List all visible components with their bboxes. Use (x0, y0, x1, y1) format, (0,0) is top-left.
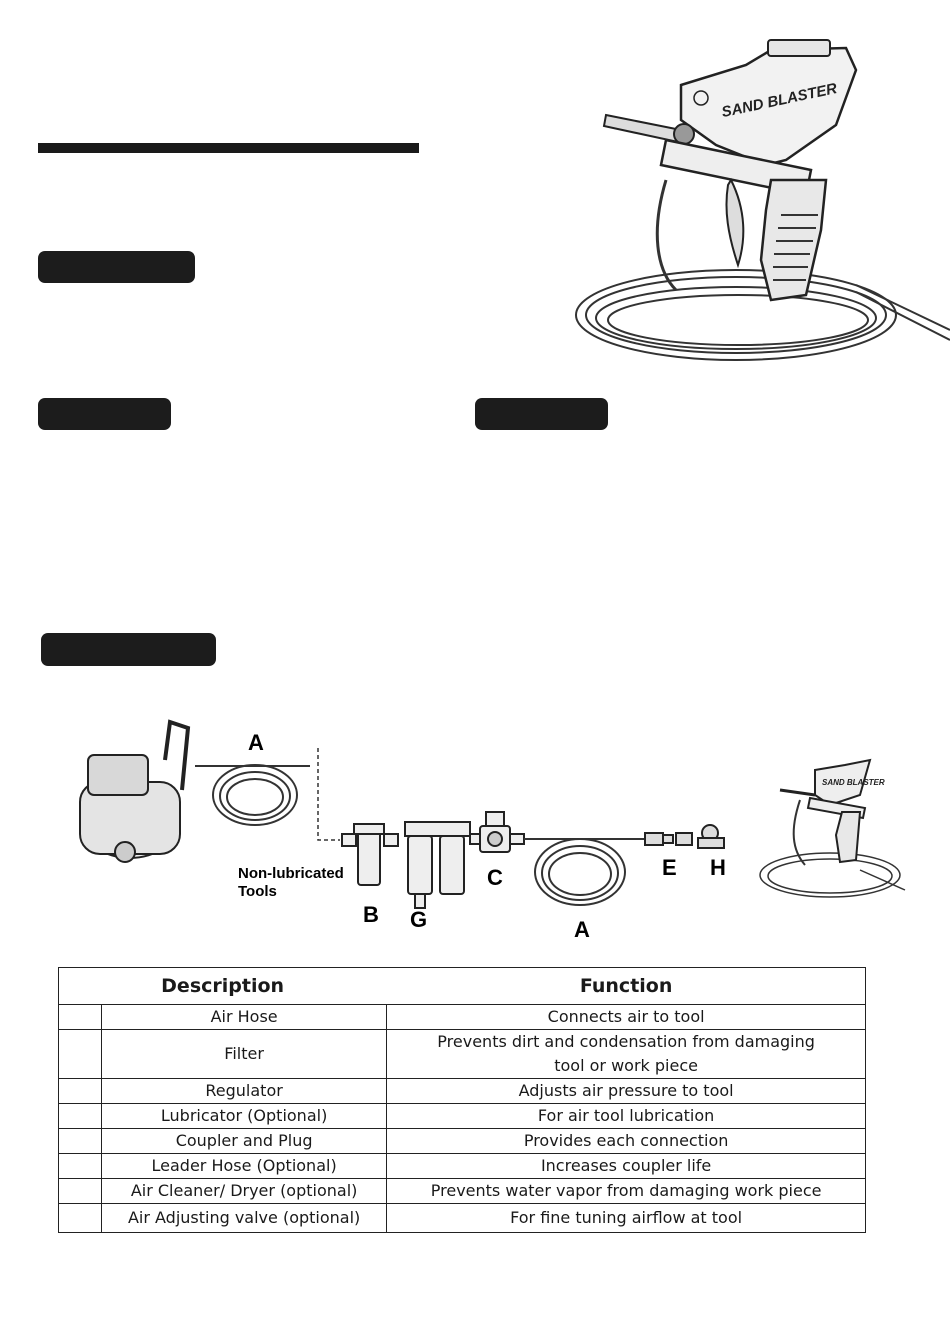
row-description: Air Adjusting valve (optional) (102, 1204, 387, 1233)
hose-coil-bottom (524, 839, 645, 905)
table-row (59, 1129, 866, 1154)
row-function: For fine tuning airflow at tool (387, 1204, 866, 1233)
table-row (59, 1204, 866, 1233)
row-key-cell (59, 1154, 102, 1179)
label-regulator: C (487, 865, 503, 890)
compressor-illustration (80, 722, 188, 862)
row-key-cell (59, 1204, 102, 1233)
row-key-cell (59, 1079, 102, 1104)
row-function: For air tool lubrication (387, 1104, 866, 1129)
filter-regulator-lubricator-illustration (405, 822, 470, 908)
hose-coil-top (195, 765, 310, 825)
label-filter: B (363, 902, 379, 927)
small-sand-blaster-illustration (760, 760, 905, 897)
air-system-diagram (70, 700, 910, 950)
row-function (387, 1030, 866, 1079)
table-row (59, 1104, 866, 1129)
label-coupler: E (662, 855, 677, 880)
row-description: Leader Hose (Optional) (102, 1154, 387, 1179)
row-function: Connects air to tool (387, 1005, 866, 1030)
row-description: Lubricator (Optional) (102, 1104, 387, 1129)
row-function: Adjusts air pressure to tool (387, 1079, 866, 1104)
coupler-illustration (645, 833, 692, 845)
label-hose-top: A (248, 730, 264, 755)
non-lubricated-note-line1: Non-lubricated (238, 865, 344, 882)
regulator-illustration (470, 812, 524, 852)
row-key-cell (59, 1104, 102, 1129)
sand-blaster-gun-illustration (556, 30, 950, 375)
table-header-row (59, 968, 866, 1005)
row-function: Provides each connection (387, 1129, 866, 1154)
row-function-line2: tool or work piece (554, 1056, 698, 1075)
row-description: Air Cleaner/ Dryer (optional) (102, 1179, 387, 1204)
header-function: Function (387, 968, 866, 1005)
row-function-line1: Prevents dirt and condensation from damaging (437, 1032, 815, 1051)
row-description: Regulator (102, 1079, 387, 1104)
section-heading-pill-4 (41, 633, 216, 666)
table-row (59, 1179, 866, 1204)
filter-illustration (342, 824, 398, 885)
row-key-cell (59, 1179, 102, 1204)
small-hopper-logo: SAND BLASTER (822, 778, 885, 787)
adjusting-valve-illustration (698, 825, 724, 848)
row-description: Air Hose (102, 1005, 387, 1030)
section-heading-pill-1 (38, 251, 195, 283)
section-heading-pill-2 (38, 398, 171, 430)
hopper-logo: SAND BLASTER (720, 80, 839, 122)
header-description: Description (59, 968, 387, 1005)
non-lubricated-note-line2: Tools (238, 883, 277, 900)
row-function: Prevents water vapor from damaging work piece (387, 1179, 866, 1204)
label-valve: H (710, 855, 726, 880)
section-heading-pill-3 (475, 398, 608, 430)
parts-function-table (58, 967, 866, 1233)
label-hose-bottom: A (574, 917, 590, 942)
row-key-cell (59, 1129, 102, 1154)
row-description: Filter (102, 1030, 387, 1079)
table-row (59, 1154, 866, 1179)
row-key-cell (59, 1005, 102, 1030)
row-key-cell (59, 1030, 102, 1079)
row-description: Coupler and Plug (102, 1129, 387, 1154)
title-rule (38, 143, 419, 153)
row-function: Increases coupler life (387, 1154, 866, 1179)
table-row (59, 1030, 866, 1079)
table-row (59, 1005, 866, 1030)
label-lubricator: G (410, 907, 428, 932)
table-row (59, 1079, 866, 1104)
